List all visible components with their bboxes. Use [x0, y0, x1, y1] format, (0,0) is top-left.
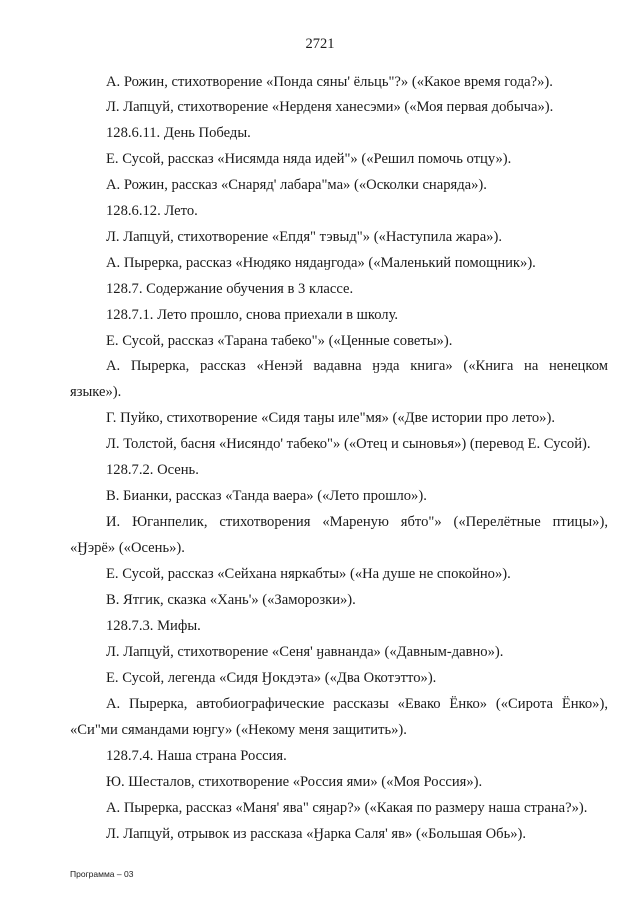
text-line: А. Рожин, рассказ «Снаряд' лабара"ма» («Осколки снаряда»).	[106, 177, 487, 193]
text-line: Е. Сусой, рассказ «Нисямда няда идей"» («Решил помочь отцу»).	[106, 151, 512, 167]
text-line: Е. Сусой, легенда «Сидя Ӈокдэта» («Два Окотэтто»).	[106, 670, 437, 686]
text-line: 128.7.1. Лето прошло, снова приехали в школу.	[106, 307, 399, 323]
text-line: 128.6.11. День Победы.	[106, 125, 251, 141]
text-line: языке»).	[70, 384, 122, 400]
text-line: Е. Сусой, рассказ «Сейхана няркабты» («На душе не спокойно»).	[106, 566, 511, 582]
text-line: 128.7. Содержание обучения в 3 классе.	[106, 281, 354, 297]
text-line: А. Рожин, стихотворение «Понда сяны' ёльць"?» («Какое время года?»).	[106, 74, 553, 90]
page-footer: Программа – 03	[70, 869, 134, 879]
text-line: В. Ятгик, сказка «Хань'» («Заморозки»).	[106, 592, 356, 608]
page-number: 2721	[305, 36, 335, 52]
text-line: А. Пырерка, рассказ «Нюдяко нядаӈгода» («Маленький помощник»).	[106, 255, 536, 271]
text-line: И. Юганпелик, стихотворения «Мареную ябто"» («Перелётные птицы»),	[106, 514, 608, 530]
text-line: Л. Лапцуй, стихотворение «Нерденя ханесэми» («Моя первая добыча»).	[106, 99, 554, 115]
text-line: 128.7.2. Осень.	[106, 462, 199, 478]
text-line: 128.7.4. Наша страна Россия.	[106, 748, 287, 764]
text-line: Е. Сусой, рассказ «Тарана табеко"» («Ценные советы»).	[106, 333, 453, 349]
text-line: Ю. Шесталов, стихотворение «Россия ями» («Моя Россия»).	[106, 774, 483, 790]
text-line: Г. Пуйко, стихотворение «Сидя таӈы иле"мя» («Две истории про лето»).	[106, 410, 555, 426]
text-line: Л. Лапцуй, отрывок из рассказа «Ӈарка Саля' яв» («Большая Обь»).	[106, 826, 527, 842]
text-line: Л. Лапцуй, стихотворение «Епдя" тэвыд"» («Наступила жара»).	[106, 229, 502, 245]
text-line: Л. Толстой, басня «Нисяндо' табеко"» («Отец и сыновья») (перевод Е. Сусой).	[106, 436, 591, 452]
text-line: В. Бианки, рассказ «Танда ваера» («Лето прошло»).	[106, 488, 427, 504]
text-line: А. Пырерка, автобиографические рассказы «Евако Ёнко» («Сирота Ёнко»),	[106, 696, 608, 712]
text-line: «Си"ми сямандами юӈгу» («Некому меня защитить»).	[70, 722, 407, 738]
text-line: Л. Лапцуй, стихотворение «Сеня' ӈавнанда» («Давным-давно»).	[106, 644, 504, 660]
text-line: 128.7.3. Мифы.	[106, 618, 201, 634]
text-line: А. Пырерка, рассказ «Маня' ява" сяӈар?» («Какая по размеру наша страна?»).	[106, 800, 588, 816]
text-line: 128.6.12. Лето.	[106, 203, 198, 219]
text-line: А. Пырерка, рассказ «Ненэй вадавна ӈэда книга» («Книга на ненецком	[106, 358, 608, 374]
text-line: «Ӈэрё» («Осень»).	[70, 540, 185, 556]
